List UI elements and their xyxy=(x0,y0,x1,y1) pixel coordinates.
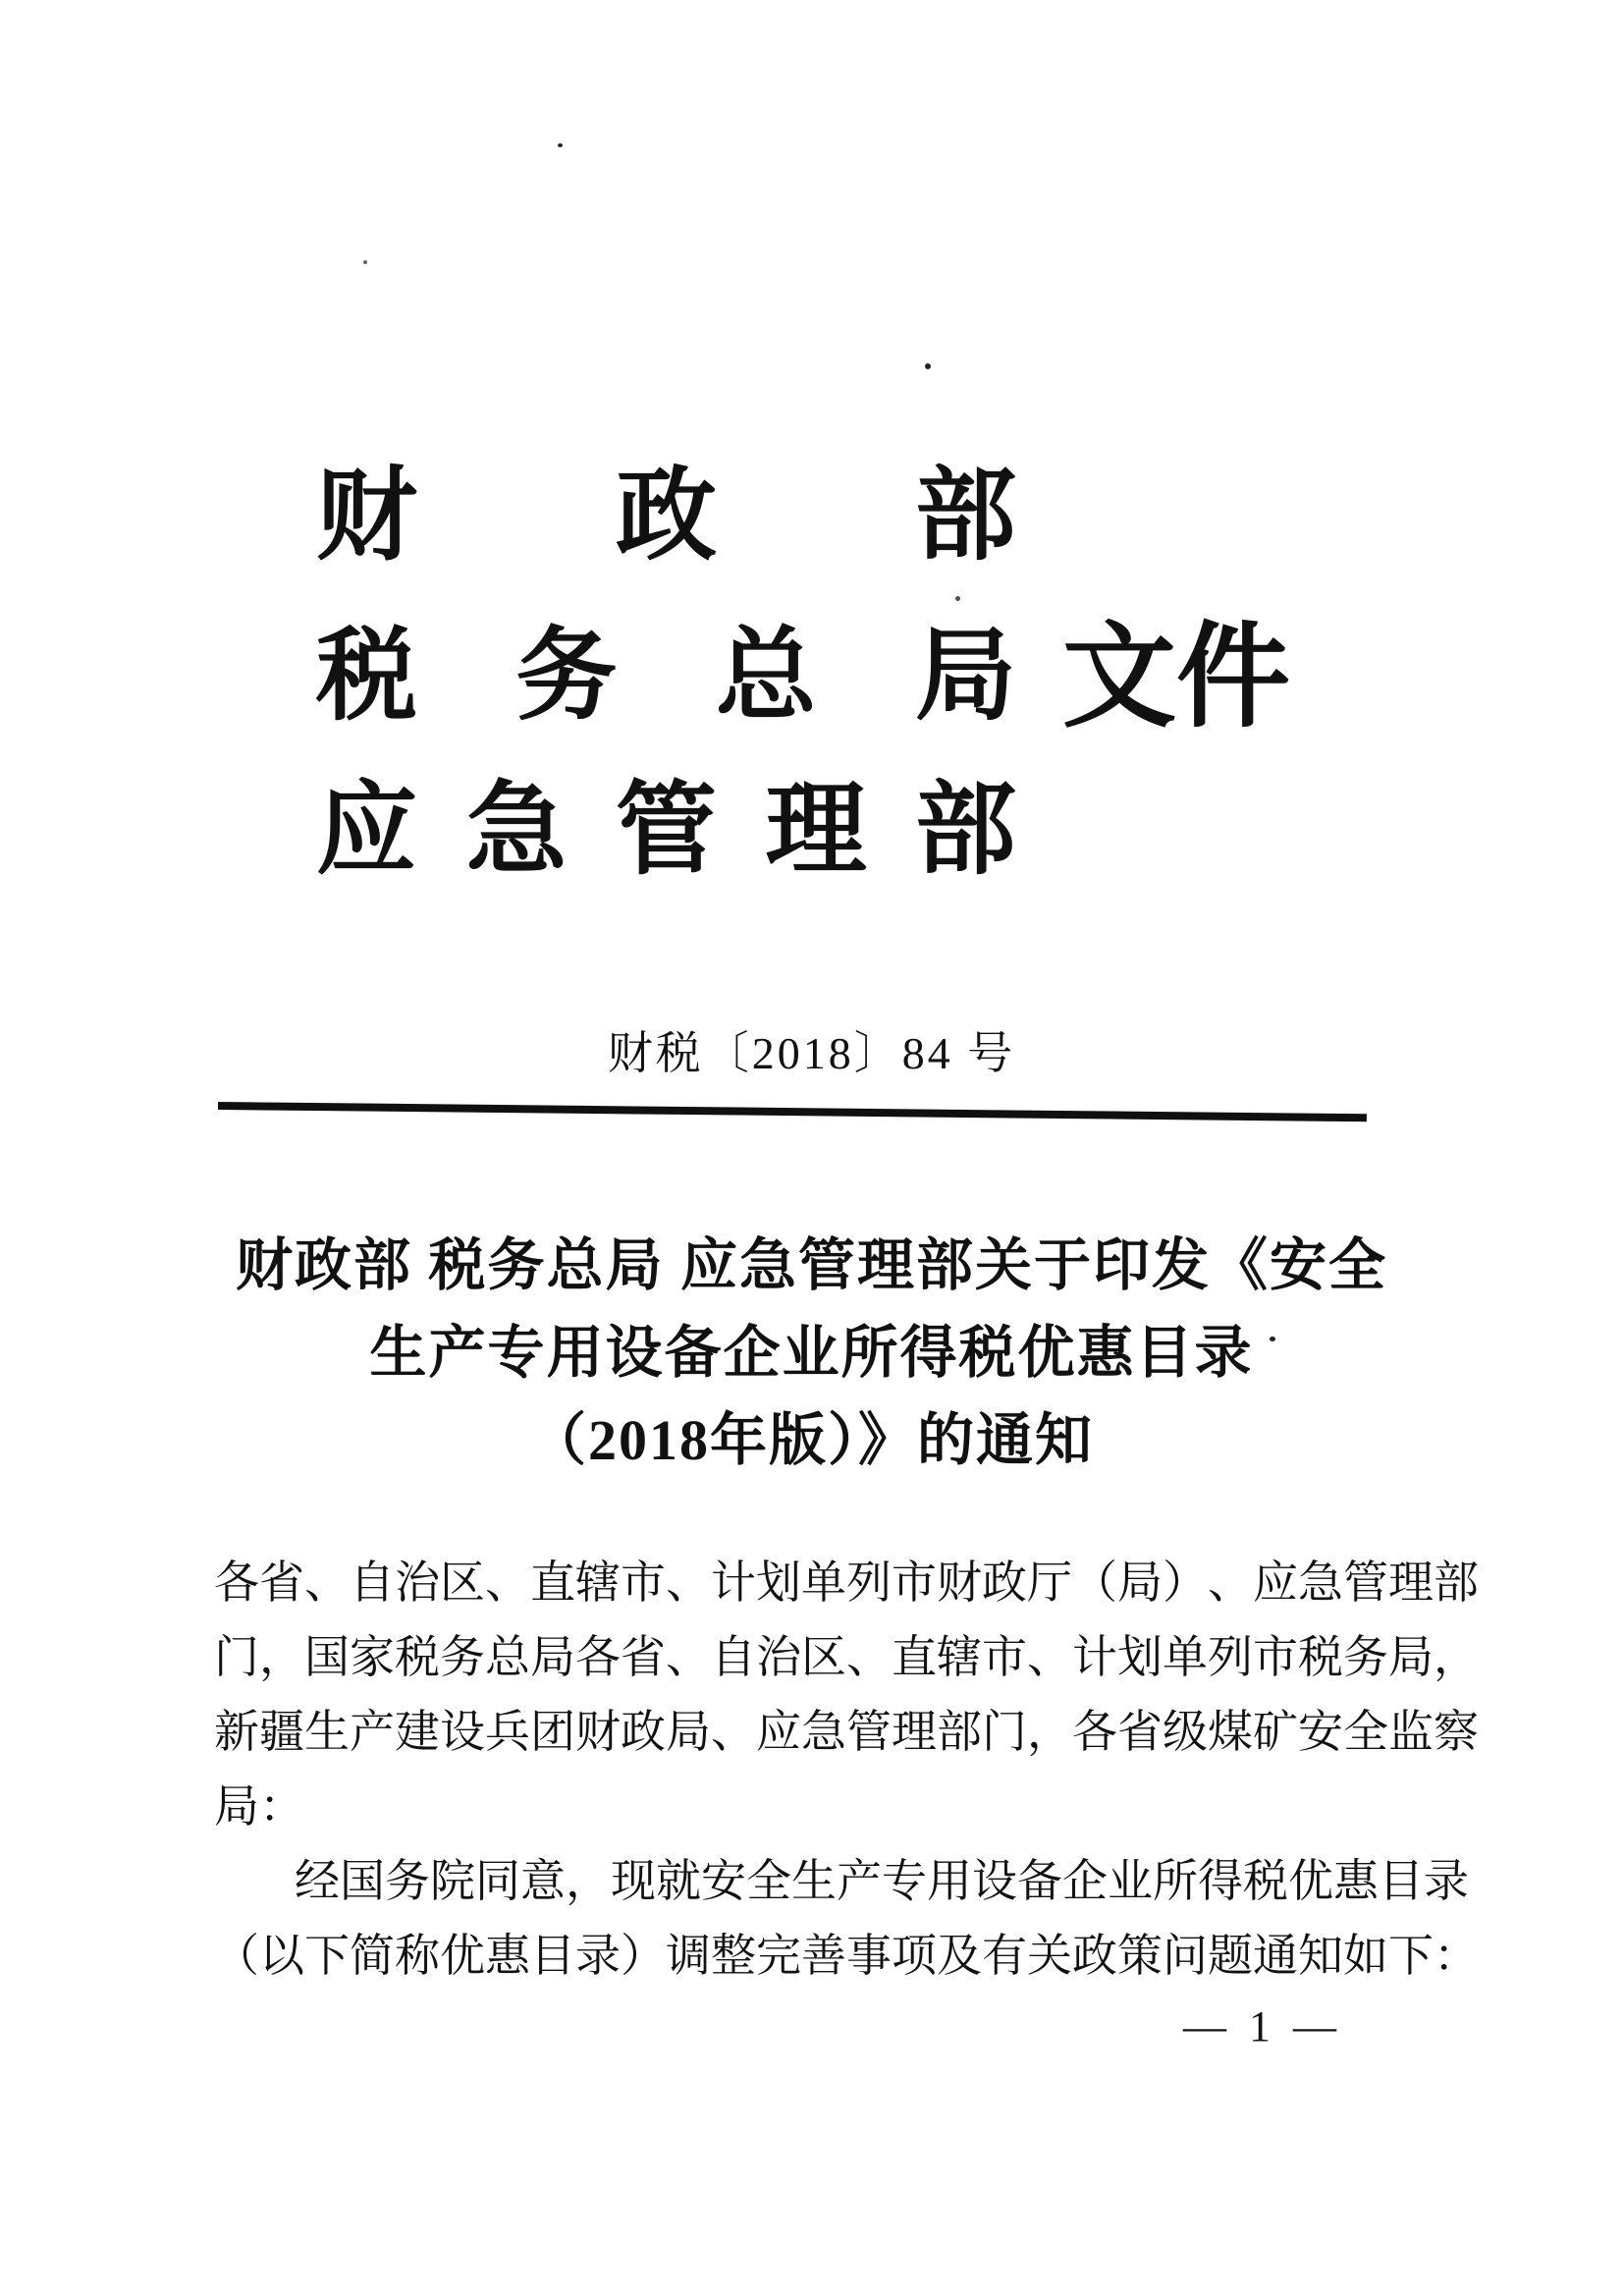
scan-artifact-dot xyxy=(363,260,367,264)
letterhead-divider-rule xyxy=(218,1102,1367,1121)
document-title xyxy=(0,1222,1623,1484)
paragraph-line: （ 以 下 简 称 优 惠 目 录 ） 调 整 完 善 事 项 及 有 关 政 策 问 题 通 知 如 下 ： xyxy=(214,1931,1479,1981)
document-body xyxy=(214,1546,1479,1994)
salutation-line: 新 疆 生 产 建 设 兵 团 财 政 局 、 应 急 管 理 部 门 ， 各 省 级 煤 矿 安 全 监 察 xyxy=(214,1707,1479,1757)
letterhead-agency-finance-ministry: 财 政 部 xyxy=(316,461,1016,573)
title-line-3: （2018年版）》的通知 xyxy=(528,1408,1094,1472)
page-number: — 1 — xyxy=(1183,2002,1342,2050)
letterhead-agency-tax-administration: 税 务 总 局 xyxy=(316,621,1016,733)
scan-artifact-dot xyxy=(955,596,960,601)
doc-reference-number: 财税〔2018〕84 号 xyxy=(607,1028,1016,1078)
letterhead-agency-emergency-management: 应 急 管 理 部 xyxy=(316,775,1016,887)
salutation-line-end: 局： xyxy=(214,1781,304,1831)
salutation-line: 门 ， 国 家 税 务 总 局 各 省 、 自 治 区 、 直 辖 市 、 计 划 单 列 市 税 务 局 ， xyxy=(214,1632,1479,1682)
paragraph-line: 经 国 务 院 同 意 ， 现 就 安 全 生 产 专 用 设 备 企 业 所 得 税 优 惠 目 录 xyxy=(295,1856,1469,1906)
title-line-2: 生产专用设备企业所得税优惠目录 xyxy=(369,1321,1254,1385)
letterhead-doc-type-label: 文 件 xyxy=(1062,616,1290,741)
scan-artifact-dot xyxy=(925,363,931,369)
title-line-1: 财政部 税务总局 应急管理部关于印发《安全 xyxy=(235,1233,1387,1297)
scan-artifact-dot xyxy=(558,143,563,147)
salutation-line: 各 省 、 自 治 区 、 直 辖 市 、 计 划 单 列 市 财 政 厅 （ 局 ） 、 应 急 管 理 部 xyxy=(214,1558,1479,1608)
